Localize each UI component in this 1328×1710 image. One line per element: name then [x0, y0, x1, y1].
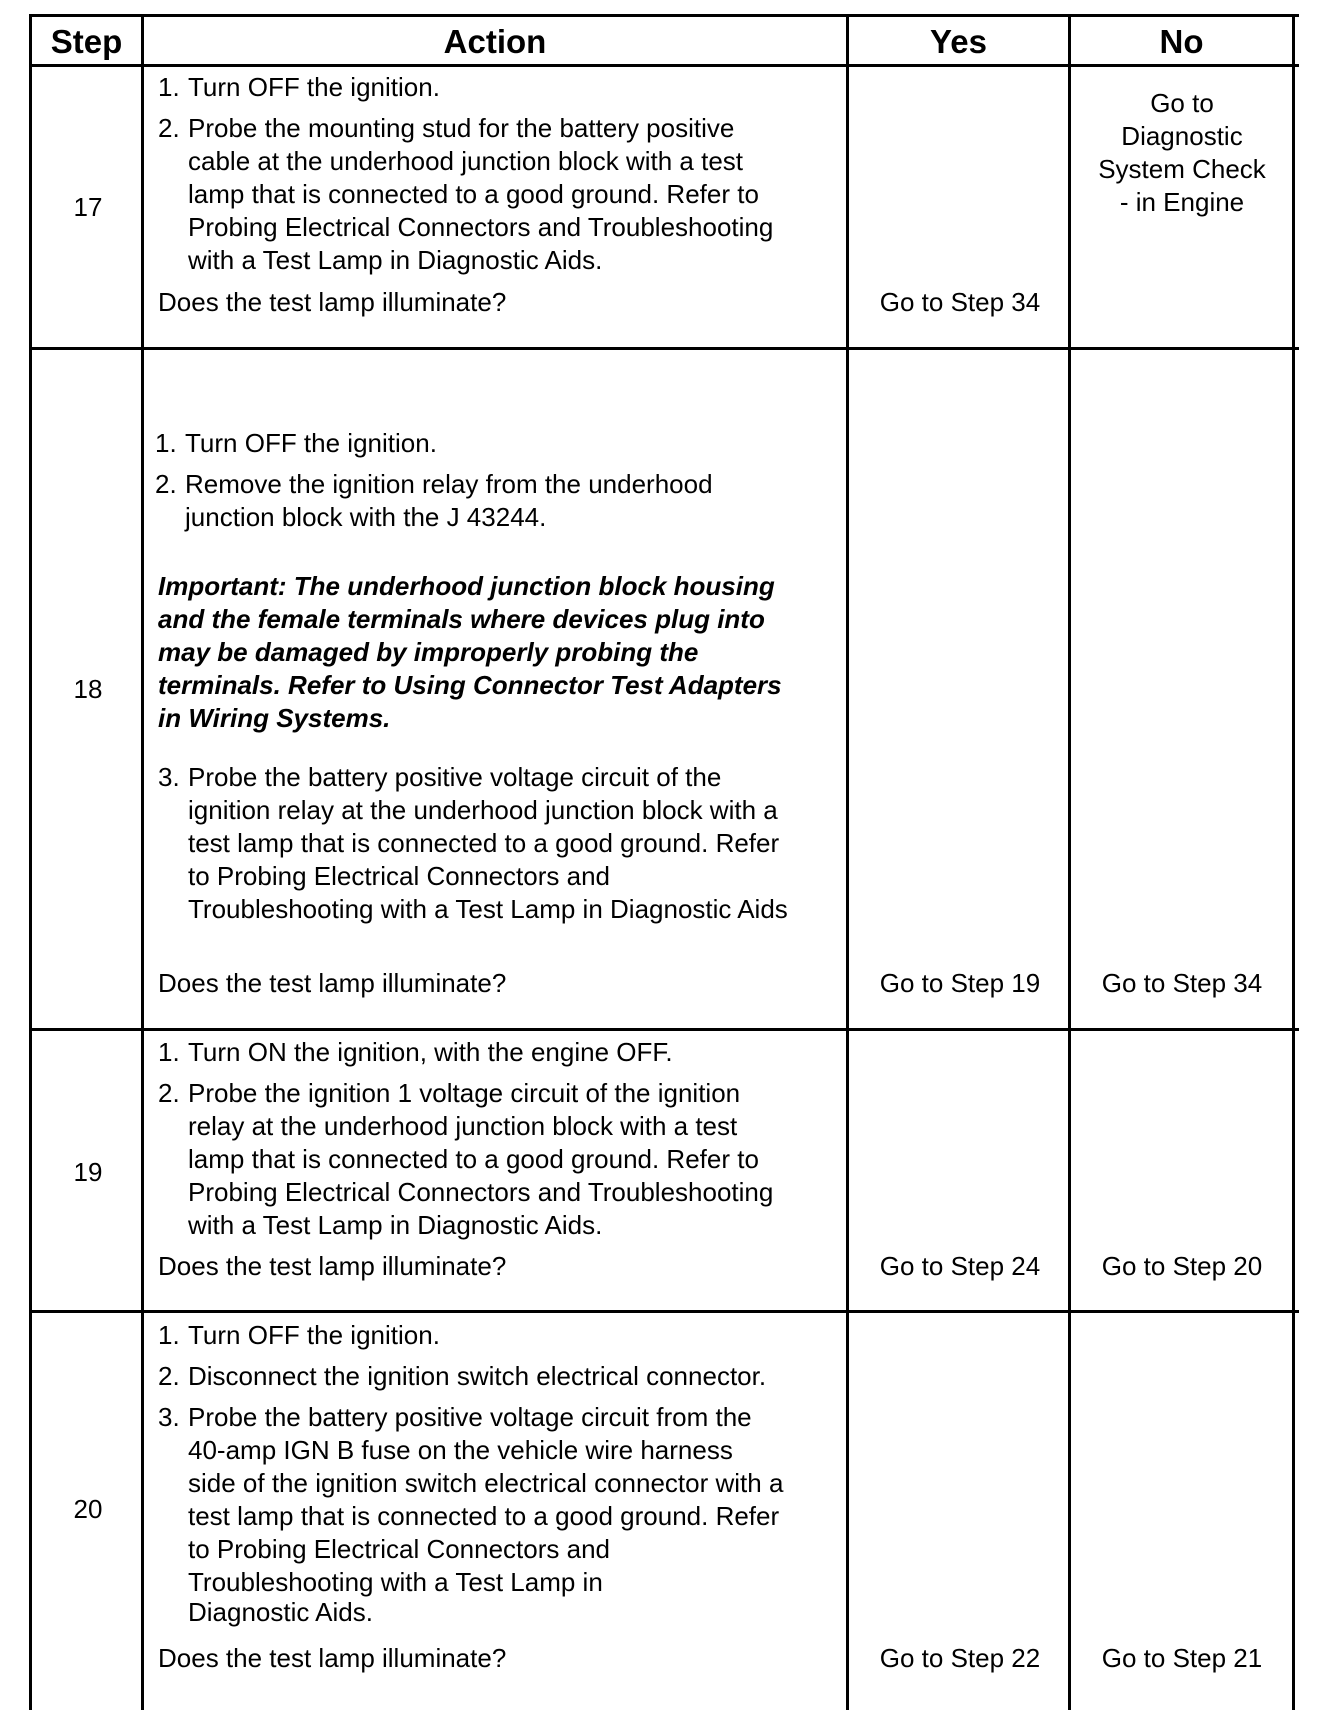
item-text: Turn OFF the ignition. [188, 1320, 440, 1350]
item-text: side of the ignition switch electrical connector with a [188, 1468, 784, 1498]
action-item-18-2 [155, 468, 713, 534]
row-divider-18 [29, 1028, 1299, 1031]
item-text: Troubleshooting with a Test Lamp in Diagnostic Aids [188, 894, 788, 924]
item-number: 3. [158, 1402, 180, 1432]
action-item-17-2 [158, 112, 773, 277]
item-text: Probe the ignition 1 voltage circuit of the ignition [188, 1078, 741, 1108]
yes-result-20: Go to Step 22 [879, 1643, 1041, 1673]
important-line: terminals. Refer to Using Connector Test Adapters [158, 670, 782, 700]
important-line: Important: The underhood junction block housing [158, 571, 775, 601]
item-text: Probing Electrical Connectors and Troubleshooting [188, 212, 774, 242]
table-border-right [1292, 14, 1295, 1710]
yes-result-18: Go to Step 19 [879, 968, 1041, 998]
item-text: to Probing Electrical Connectors and [188, 1534, 611, 1564]
header-no: No [1159, 23, 1204, 60]
action-item-20-2 [158, 1360, 766, 1393]
important-note-18 [158, 570, 782, 735]
col-divider-action [141, 14, 144, 1710]
item-text: Probe the mounting stud for the battery positive [188, 113, 735, 143]
item-number: 1. [158, 1037, 180, 1067]
item-text: lamp that is connected to a good ground. Refer to [188, 179, 759, 209]
no-result-18: Go to Step 34 [1101, 968, 1263, 998]
col-divider-yes [846, 14, 849, 1710]
item-text: Probing Electrical Connectors and Troubleshooting [188, 1177, 774, 1207]
item-number: 3. [158, 762, 180, 792]
item-number: 1. [155, 428, 177, 458]
question-17: Does the test lamp illuminate? [158, 287, 507, 317]
action-item-18-1 [155, 427, 437, 460]
no-result-line: Go to [1150, 88, 1214, 118]
no-result-line: Diagnostic [1121, 121, 1243, 151]
item-number: 2. [158, 1361, 180, 1391]
step-number-20: 20 [73, 1494, 103, 1524]
row-divider-19 [29, 1310, 1299, 1313]
action-item-18-3 [158, 761, 788, 926]
step-number-17: 17 [73, 192, 103, 222]
item-number: 1. [158, 1320, 180, 1350]
yes-result-19: Go to Step 24 [879, 1251, 1041, 1281]
action-item-19-2 [158, 1077, 773, 1242]
item-text: Turn OFF the ignition. [185, 428, 437, 458]
question-20: Does the test lamp illuminate? [158, 1643, 507, 1673]
item-text: junction block with the J 43244. [185, 502, 547, 532]
item-text: relay at the underhood junction block with a test [188, 1111, 738, 1141]
col-divider-no [1068, 14, 1071, 1710]
step-number-18: 18 [73, 674, 103, 704]
action-item-19-1 [158, 1036, 673, 1069]
question-18: Does the test lamp illuminate? [158, 968, 507, 998]
important-line: and the female terminals where devices plug into [158, 604, 765, 634]
item-text: Probe the battery positive voltage circuit from the [188, 1402, 752, 1432]
header-yes: Yes [930, 23, 987, 60]
item-number: 1. [158, 72, 180, 102]
item-text: test lamp that is connected to a good ground. Refer [188, 828, 780, 858]
yes-result-17: Go to Step 34 [879, 287, 1041, 317]
item-text: Turn OFF the ignition. [188, 72, 440, 102]
item-text: Disconnect the ignition switch electrical connector. [188, 1361, 767, 1391]
no-result-17 [1072, 87, 1292, 219]
item-text: Turn ON the ignition, with the engine OFF. [188, 1037, 673, 1067]
no-result-20: Go to Step 21 [1101, 1643, 1263, 1673]
no-result-line: - in Engine [1119, 187, 1245, 217]
action-item-20-1 [158, 1319, 440, 1352]
question-19: Does the test lamp illuminate? [158, 1251, 507, 1281]
item-text: Diagnostic Aids. [188, 1597, 373, 1627]
no-result-19: Go to Step 20 [1101, 1251, 1263, 1281]
header-step: Step [50, 23, 123, 60]
header-action: Action [443, 23, 547, 60]
item-text: Remove the ignition relay from the underhood [185, 469, 713, 499]
item-text: with a Test Lamp in Diagnostic Aids. [188, 1210, 603, 1240]
action-item-17-1 [158, 71, 440, 104]
item-text: 40-amp IGN B fuse on the vehicle wire harness [188, 1435, 733, 1465]
important-line: in Wiring Systems. [158, 703, 391, 733]
table-border-top [29, 14, 1299, 17]
item-text: to Probing Electrical Connectors and [188, 861, 611, 891]
table-border-left [29, 14, 32, 1710]
item-number: 2. [158, 1078, 180, 1108]
item-text: cable at the underhood junction block with a test [188, 146, 744, 176]
item-text: with a Test Lamp in Diagnostic Aids. [188, 245, 603, 275]
row-divider-17 [29, 347, 1299, 350]
item-text: test lamp that is connected to a good ground. Refer [188, 1501, 780, 1531]
no-result-line: System Check [1098, 154, 1266, 184]
action-item-20-3 [158, 1401, 783, 1626]
item-text: ignition relay at the underhood junction block with a [188, 795, 778, 825]
step-number-19: 19 [73, 1157, 103, 1187]
item-text: Probe the battery positive voltage circuit of the [188, 762, 722, 792]
item-number: 2. [155, 469, 177, 499]
item-number: 2. [158, 113, 180, 143]
important-line: may be damaged by improperly probing the [158, 637, 699, 667]
item-text: Troubleshooting with a Test Lamp in [188, 1567, 603, 1597]
item-text: lamp that is connected to a good ground. Refer to [188, 1144, 759, 1174]
